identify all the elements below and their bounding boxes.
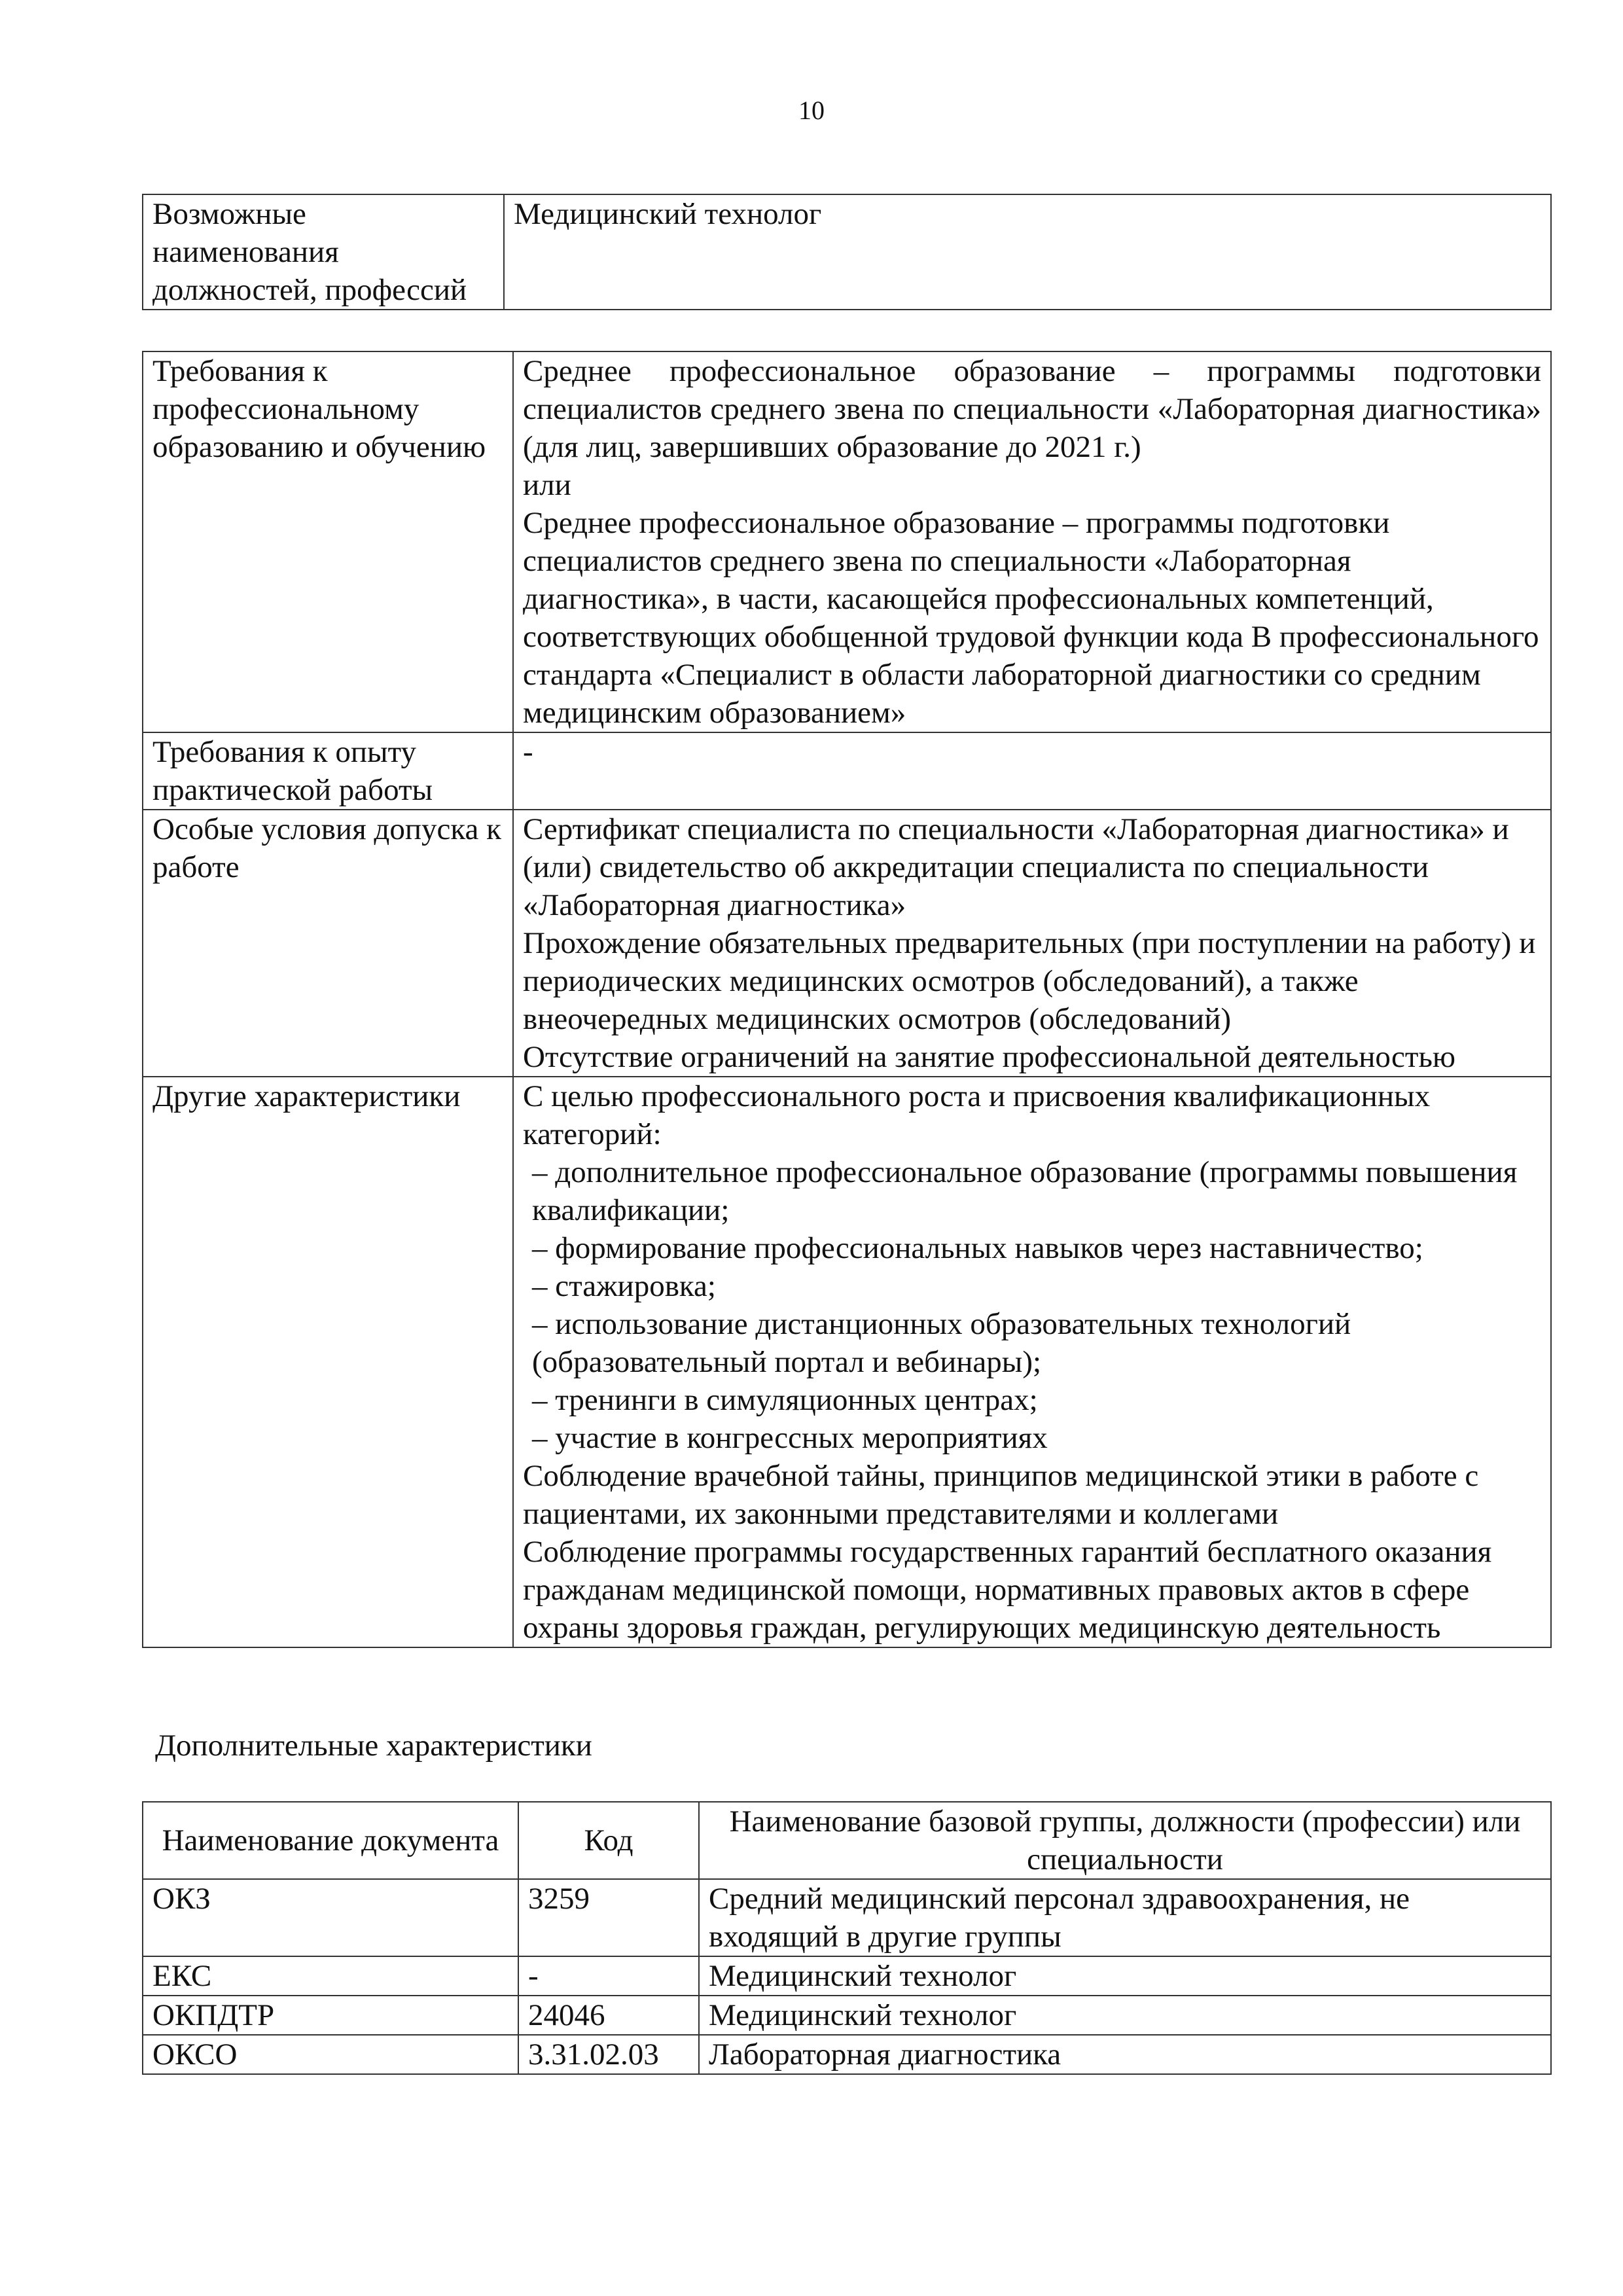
- positions-table: [142, 194, 1552, 310]
- page-number: 10: [798, 96, 825, 125]
- table-header-row: [143, 1802, 1551, 1879]
- additional-table: [142, 1801, 1552, 2075]
- table-row: [143, 732, 1551, 810]
- cell-code: 3259: [518, 1879, 699, 1956]
- education-paragraph: Среднее профессиональное образование – программы подготовки специалистов среднего звена по специальности «Лабораторная диагностика» (для лиц, завершивших образование до 2021 г.): [523, 354, 1541, 464]
- header-doc: Наименование документа: [143, 1802, 518, 1879]
- other-paragraph: Соблюдение врачебной тайны, принципов медицинской этики в работе с пациентами, их законными представителями и коллегами: [523, 1459, 1479, 1531]
- special-conditions-value: [513, 810, 1551, 1077]
- conditions-paragraph: Отсутствие ограничений на занятие профессиональной деятельностью: [523, 1040, 1456, 1074]
- cell-name: Медицинский технолог: [699, 1996, 1551, 2035]
- table-row: [143, 1077, 1551, 1647]
- education-paragraph: Среднее профессиональное образование – программы подготовки специалистов среднего звена по специальности «Лабораторная диагностика», в части, касающейся профессиональных компетенций, соответствующих обобщенной трудовой функции кода В профессионального стандарта «Специалист в области лабораторной диагностики со средним медицинским образованием»: [523, 506, 1539, 730]
- positions-label: Возможные наименования должностей, профессий: [143, 194, 504, 310]
- list-item: – стажировка;: [532, 1269, 716, 1303]
- cell-doc: ЕКС: [143, 1956, 518, 1996]
- positions-value: Медицинский технолог: [504, 194, 1551, 310]
- list-item: – формирование профессиональных навыков через наставничество;: [532, 1231, 1423, 1265]
- education-label: Требования к профессиональному образованию и обучению: [143, 351, 513, 732]
- list-item: – тренинги в симуляционных центрах;: [532, 1383, 1038, 1417]
- header-code: Код: [518, 1802, 699, 1879]
- section-title: Дополнительные характеристики: [155, 1729, 592, 1763]
- table-row: [143, 1996, 1551, 2035]
- requirements-table: [142, 351, 1552, 1648]
- list-item: – использование дистанционных образовательных технологий (образовательный портал и вебинары);: [532, 1307, 1351, 1379]
- cell-code: -: [518, 1956, 699, 1996]
- cell-name: Медицинский технолог: [699, 1956, 1551, 1996]
- cell-doc: ОКЗ: [143, 1879, 518, 1956]
- cell-code: 3.31.02.03: [518, 2035, 699, 2074]
- table-row: [143, 351, 1551, 732]
- cell-doc: ОКПДТР: [143, 1996, 518, 2035]
- list-item: – дополнительное профессиональное образование (программы повышения квалификации;: [532, 1155, 1518, 1227]
- conditions-paragraph: Прохождение обязательных предварительных (при поступлении на работу) и периодических медицинских осмотров (обследований), а также внеочередных медицинских осмотров (обследований): [523, 926, 1536, 1036]
- experience-label: Требования к опыту практической работы: [143, 732, 513, 810]
- cell-name: Лабораторная диагностика: [699, 2035, 1551, 2074]
- cell-code: 24046: [518, 1996, 699, 2035]
- other-value: [513, 1077, 1551, 1647]
- table-row: [143, 1956, 1551, 1996]
- cell-name: Средний медицинский персонал здравоохранения, не входящий в другие группы: [699, 1879, 1551, 1956]
- experience-value: -: [513, 732, 1551, 810]
- table-row: [143, 2035, 1551, 2074]
- cell-doc: ОКСО: [143, 2035, 518, 2074]
- education-or: или: [523, 468, 571, 502]
- other-intro: С целью профессионального роста и присвоения квалификационных категорий:: [523, 1079, 1431, 1151]
- list-item: – участие в конгрессных мероприятиях: [532, 1421, 1048, 1455]
- table-row: [143, 194, 1551, 310]
- table-row: [143, 810, 1551, 1077]
- other-label: Другие характеристики: [143, 1077, 513, 1647]
- conditions-paragraph: Сертификат специалиста по специальности «Лабораторная диагностика» и (или) свидетельство об аккредитации специалиста по специальности «Лабораторная диагностика»: [523, 812, 1509, 922]
- other-paragraph: Соблюдение программы государственных гарантий бесплатного оказания гражданам медицинской помощи, нормативных правовых актов в сфере охраны здоровья граждан, регулирующих медицинскую деятельность: [523, 1535, 1492, 1645]
- education-value: [513, 351, 1551, 732]
- special-conditions-label: Особые условия допуска к работе: [143, 810, 513, 1077]
- table-row: [143, 1879, 1551, 1956]
- header-name: Наименование базовой группы, должности (профессии) или специальности: [699, 1802, 1551, 1879]
